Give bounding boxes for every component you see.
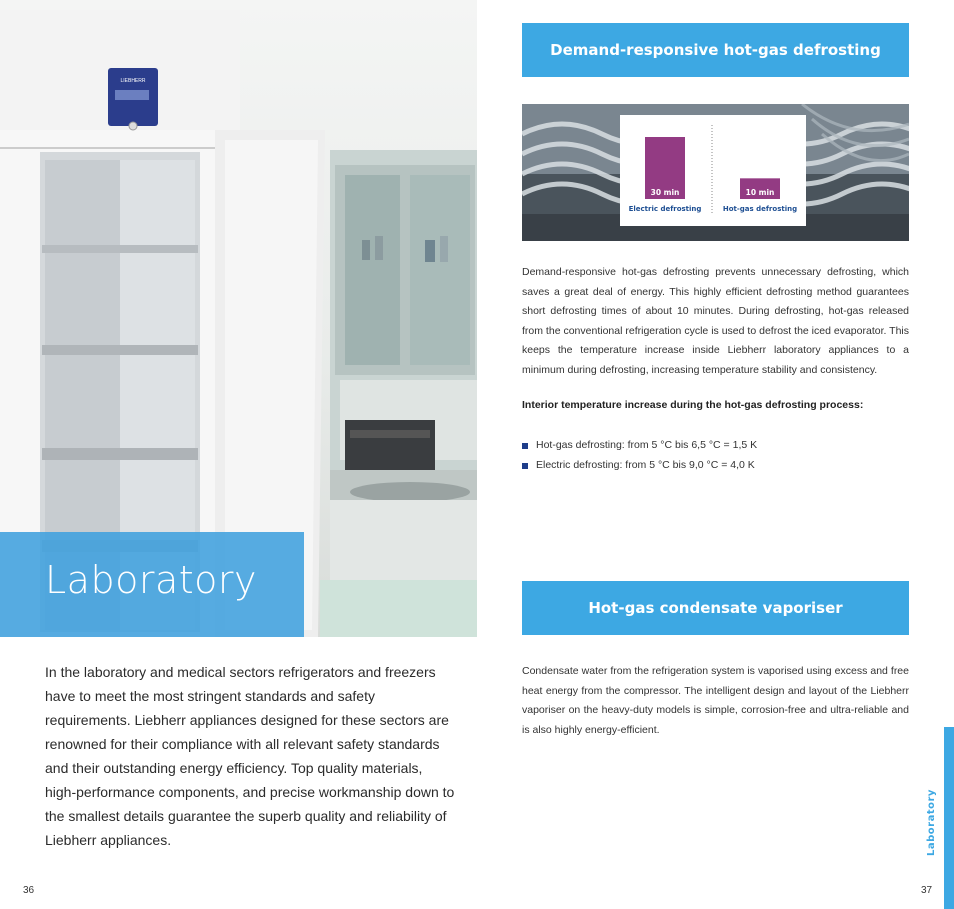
page-title: Laboratory: [45, 558, 257, 602]
side-section-label: Laboratory: [926, 789, 937, 856]
list-item-text: Electric defrosting: from 5 °C bis 9,0 °C = 4,0 K: [536, 458, 755, 471]
chart-data-label: 10 min: [745, 188, 775, 197]
defrosting-body: Demand-responsive hot-gas defrosting prevents unnecessary defrosting, which saves a great deal of energy. This highly efficient defrosting method guarantees short defrosting times of about 10 minutes. During defrosting, hot-gas released from the conventional refrigeration cycle is used to defrost the iced evaporator. This keeps the temperature increase inside Liebherr laboratory appliances to a minimum during defrosting, increasing temperature stability and consistency.: [522, 266, 909, 376]
defrost-chart: [620, 115, 806, 226]
chart-category-label: Hot-gas defrosting: [722, 205, 798, 213]
bullet-square-icon: [522, 443, 528, 449]
bullet-square-icon: [522, 463, 528, 469]
vaporiser-body: Condensate water from the refrigeration system is vaporised using excess and free heat energy from the compressor. The intelligent design and layout of the Liebherr vaporiser on the heavy-duty models is simple, corrosion-free and ultra-reliable and is also highly energy-efficient.: [522, 665, 909, 736]
chart-category-label: Electric defrosting: [628, 205, 702, 213]
section-heading-vaporiser: Hot-gas condensate vaporiser: [522, 581, 909, 635]
list-item-text: Hot-gas defrosting: from 5 °C bis 6,5 °C = 1,5 K: [536, 439, 758, 451]
temperature-subheading: Interior temperature increase during the hot-gas defrosting process:: [522, 399, 864, 411]
intro-paragraph: In the laboratory and medical sectors refrigerators and freezers have to meet the most stringent standards and safety requirements. Liebherr appliances designed for these sectors are renowned for their compliance with all relevant safety standards and their outstanding energy efficiency. Top quality materials, high-performance components, and precise workmanship down to the smallest details guarantee the superb quality and reliability of Liebherr appliances.: [45, 664, 455, 848]
page-number-left: 36: [23, 885, 35, 896]
section-heading-defrosting: Demand-responsive hot-gas defrosting: [522, 23, 909, 77]
defrost-chart-svg: [620, 115, 806, 226]
side-tab-strip: [944, 727, 954, 909]
list-item: [522, 456, 757, 476]
list-item: [522, 436, 757, 456]
page-number-right: 37: [921, 885, 933, 896]
fridge-brand-logo: LIEBHERR: [120, 78, 146, 84]
chart-data-label: 30 min: [650, 188, 680, 197]
temperature-list: [522, 436, 757, 475]
